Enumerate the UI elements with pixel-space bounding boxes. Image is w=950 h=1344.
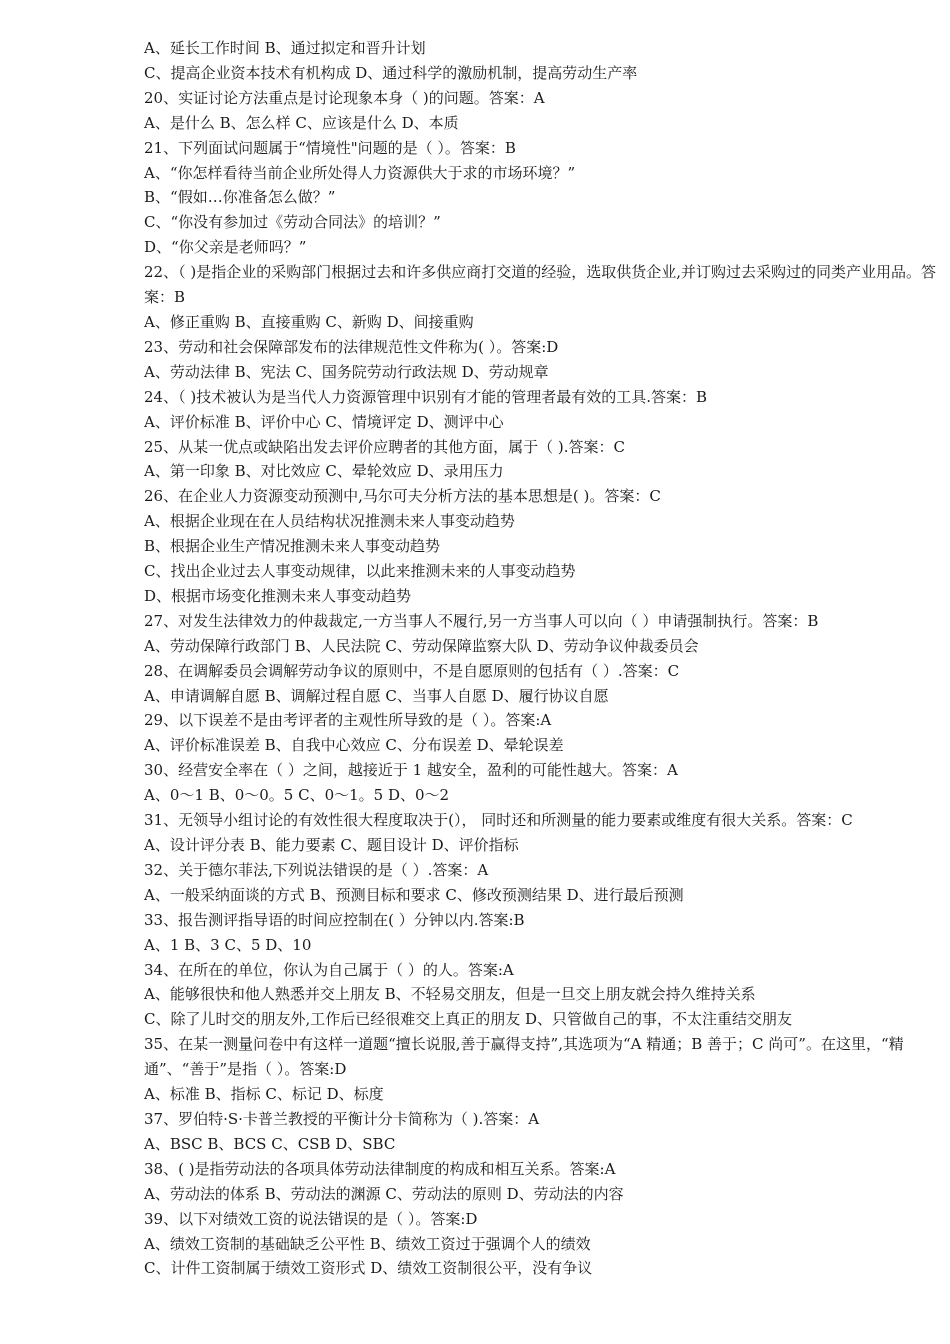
option-line: A、修正重购 B、直接重购 C、新购 D、间接重购 xyxy=(144,312,474,331)
option-line: A、绩效工资制的基础缺乏公平性 B、绩效工资过于强调个人的绩效 xyxy=(144,1234,591,1253)
question-31: 31、无领导小组讨论的有效性很大程度取决于(）， 同时还和所测量的能力要素或维度有很大关系。答案：C xyxy=(144,811,853,830)
question-29: 29、以下误差不是由考评者的主观性所导致的是（ ）。答案:A xyxy=(144,711,552,730)
option-line: A、一般采纳面谈的方式 B、预测目标和要求 C、修改预测结果 D、进行最后预测 xyxy=(144,885,684,904)
question-30: 30、经营安全率在（ ）之间，越接近于 1 越安全，盈利的可能性越大。答案：A xyxy=(144,761,678,780)
option-line: A、标准 B、指标 C、标记 D、标度 xyxy=(144,1085,384,1104)
option-line: C、提高企业资本技术有机构成 D、通过科学的激励机制，提高劳动生产率 xyxy=(144,63,638,82)
option-line: A、劳动法的体系 B、劳动法的渊源 C、劳动法的原则 D、劳动法的内容 xyxy=(144,1184,624,1203)
option-line: A、延长工作时间 B、通过拟定和晋升计划 xyxy=(144,39,426,57)
question-37: 37、罗伯特·S·卡普兰教授的平衡计分卡简称为（ ).答案：A xyxy=(144,1109,540,1128)
option-line: B、“假如…你准备怎么做？” xyxy=(144,188,336,207)
option-line: A、申请调解自愿 B、调解过程自愿 C、当事人自愿 D、履行协议自愿 xyxy=(144,686,609,705)
question-22: 22、（ )是指企业的采购部门根据过去和许多供应商打交道的经验，选取供货企业,并订购过去采购过的同类产业用品。答案：B xyxy=(144,263,936,307)
question-25: 25、从某一优点或缺陷出发去评价应聘者的其他方面，属于（ ).答案：C xyxy=(144,437,625,456)
question-27: 27、对发生法律效力的仲裁裁定,一方当事人不履行,另一方当事人可以向（ ）申请强制执行。答案：B xyxy=(144,611,819,630)
option-line: A、BSC B、BCS C、CSB D、SBC xyxy=(144,1134,396,1153)
option-line: A、第一印象 B、对比效应 C、晕轮效应 D、录用压力 xyxy=(144,462,504,481)
option-line: B、根据企业生产情况推测未来人事变动趋势 xyxy=(144,537,441,556)
option-line: A、劳动法律 B、宪法 C、国务院劳动行政法规 D、劳动规章 xyxy=(144,362,549,381)
option-line: A、1 B、3 C、5 D、10 xyxy=(144,935,312,954)
question-21: 21、下列面试问题属于“情境性"问题的是（ ）。答案：B xyxy=(144,138,516,157)
question-33: 33、报告测评指导语的时间应控制在( ）分钟以内.答案:B xyxy=(144,910,525,929)
question-34: 34、在所在的单位，你认为自己属于（ ）的人。答案:A xyxy=(144,960,514,979)
option-line: C、计件工资制属于绩效工资形式 D、绩效工资制很公平，没有争议 xyxy=(144,1259,593,1278)
question-38: 38、( )是指劳动法的各项具体劳动法律制度的构成和相互关系。答案:A xyxy=(144,1159,616,1178)
question-26: 26、在企业人力资源变动预测中,马尔可夫分析方法的基本思想是( )。答案：C xyxy=(144,487,661,506)
option-line: A、0～1 B、0～0。5 C、0～1。5 D、0～2 xyxy=(144,786,450,805)
question-35: 35、在某一测量问卷中有这样一道题“擅长说服,善于赢得支持”,其选项为“A 精通；B 善于；C 尚可”。在这里，“精通”、“善于”是指（ ）。答案:D xyxy=(144,1035,904,1079)
option-line: C、“你没有参加过《劳动合同法》的培训？” xyxy=(144,213,441,232)
document-body xyxy=(144,36,936,1281)
option-line: A、“你怎样看待当前企业所处得人力资源供大于求的市场环境？” xyxy=(144,163,576,182)
option-line: C、找出企业过去人事变动规律，以此来推测未来的人事变动趋势 xyxy=(144,562,576,581)
option-line: A、评价标准误差 B、自我中心效应 C、分布误差 D、晕轮误差 xyxy=(144,736,564,755)
question-20: 20、实证讨论方法重点是讨论现象本身（ )的问题。答案：A xyxy=(144,88,545,107)
option-line: D、“你父亲是老师吗？” xyxy=(144,238,307,257)
option-line: A、评价标准 B、评价中心 C、情境评定 D、测评中心 xyxy=(144,412,504,431)
option-line: A、是什么 B、怎么样 C、应该是什么 D、本质 xyxy=(144,113,459,132)
question-39: 39、以下对绩效工资的说法错误的是（ ）。答案:D xyxy=(144,1209,478,1228)
question-32: 32、关于德尔菲法,下列说法错误的是（ ）.答案：A xyxy=(144,860,489,879)
question-24: 24、（ )技术被认为是当代人力资源管理中识别有才能的管理者最有效的工具.答案：B xyxy=(144,387,708,406)
option-line: A、设计评分表 B、能力要素 C、题目设计 D、评价指标 xyxy=(144,836,519,854)
option-line: A、劳动保障行政部门 B、人民法院 C、劳动保障监察大队 D、劳动争议仲裁委员会 xyxy=(144,636,699,655)
option-line: D、根据市场变化推测未来人事变动趋势 xyxy=(144,586,412,605)
question-23: 23、劳动和社会保障部发布的法律规范性文件称为( ）。答案:D xyxy=(144,337,559,356)
option-line: A、根据企业现在在人员结构状况推测未来人事变动趋势 xyxy=(144,512,515,531)
question-28: 28、在调解委员会调解劳动争议的原则中，不是自愿原则的包括有（ ）.答案：C xyxy=(144,661,680,680)
option-line: C、除了儿时交的朋友外,工作后已经很难交上真正的朋友 D、只管做自己的事，不太注重结交朋友 xyxy=(144,1010,793,1029)
option-line: A、能够很快和他人熟悉并交上朋友 B、不轻易交朋友，但是一旦交上朋友就会持久维持关系 xyxy=(144,985,756,1004)
